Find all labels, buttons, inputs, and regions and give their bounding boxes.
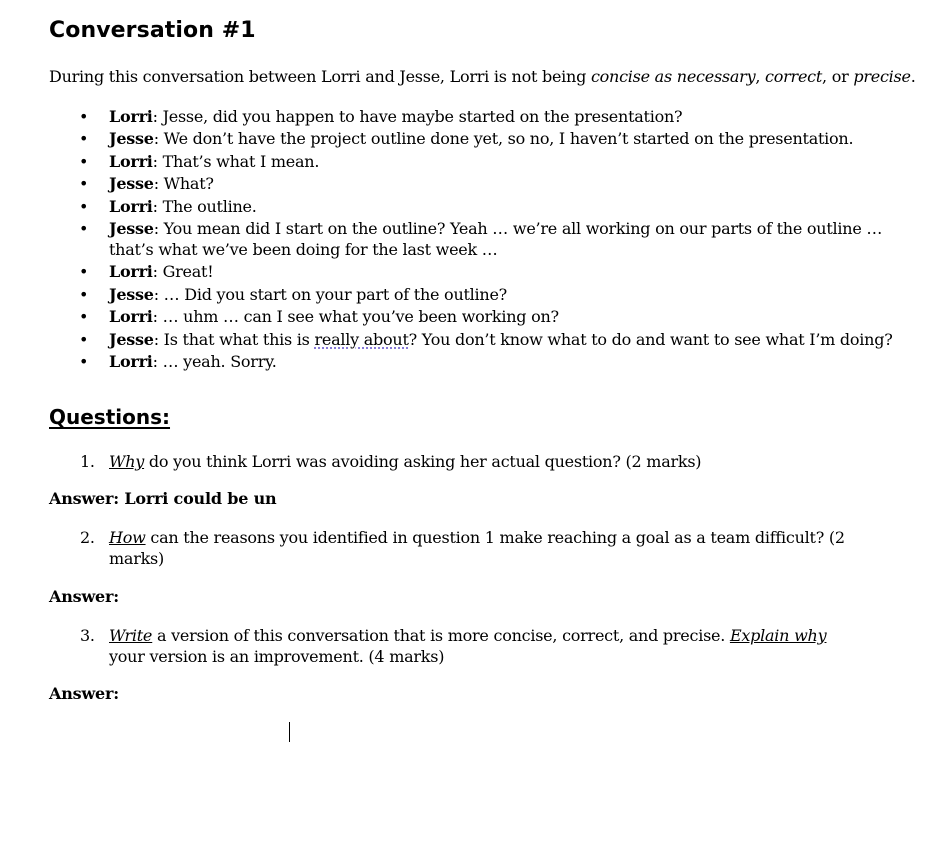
dialogue-list <box>49 106 894 373</box>
bullet-icon: • <box>79 351 89 371</box>
question-1: 1. Why do you think Lorri was avoiding asking her actual question? (2 marks) <box>80 452 702 471</box>
bullet-icon: • <box>79 129 89 149</box>
question-3: 3. Write a version of this conversation that is more concise, correct, and precise. Explain why your version is an improvement. (4 marks) <box>80 626 827 666</box>
bullet-icon: • <box>79 196 89 216</box>
dialogue-line: • Lorri: … uhm … can I see what you’ve been working on? <box>79 307 559 327</box>
dialogue-line: • Jesse: Is that what this is really about? You don’t know what to do and want to see what I’m doing? <box>79 329 893 349</box>
intro-paragraph: During this conversation between Lorri and Jesse, Lorri is not being concise as necessary, correct, or precise. <box>49 67 916 86</box>
dialogue-line: • Lorri: … yeah. Sorry. <box>79 351 277 371</box>
bullet-icon: • <box>79 284 89 304</box>
bullet-icon: • <box>79 151 89 171</box>
answer-1[interactable]: Answer: Lorri could be un <box>49 489 277 508</box>
text-cursor <box>289 722 290 742</box>
dialogue-line: • Jesse: We don’t have the project outline done yet, so no, I haven’t started on the presentation. <box>79 129 854 149</box>
bullet-icon: • <box>79 329 89 349</box>
dialogue-line: • Jesse: You mean did I start on the outline? Yeah … we’re all working on our parts of the outline … that’s what we’ve been doing for the last week … <box>79 218 883 259</box>
grammar-squiggle[interactable]: really about <box>314 329 409 349</box>
bullet-icon: • <box>79 107 89 126</box>
dialogue-line: • Lorri: Jesse, did you happen to have maybe started on the presentation? <box>79 107 683 126</box>
dialogue-line: • Lorri: Great! <box>79 262 214 282</box>
dialogue-line: • Lorri: The outline. <box>79 196 257 216</box>
bullet-icon: • <box>79 174 89 194</box>
bullet-icon: • <box>79 262 89 282</box>
bullet-icon: • <box>79 307 89 327</box>
dialogue-line: • Lorri: That’s what I mean. <box>79 151 320 171</box>
questions-heading: Questions: <box>49 405 171 429</box>
conversation-title: Conversation #1 <box>49 18 256 43</box>
answer-2[interactable]: Answer: <box>49 587 119 606</box>
dialogue-line: • Jesse: What? <box>79 174 214 194</box>
answer-3[interactable]: Answer: <box>49 684 119 703</box>
bullet-icon: • <box>79 218 89 238</box>
question-2: 2. How can the reasons you identified in question 1 make reaching a goal as a team difficult? (2 marks) <box>80 528 845 568</box>
dialogue-line: • Jesse: … Did you start on your part of the outline? <box>79 284 508 304</box>
